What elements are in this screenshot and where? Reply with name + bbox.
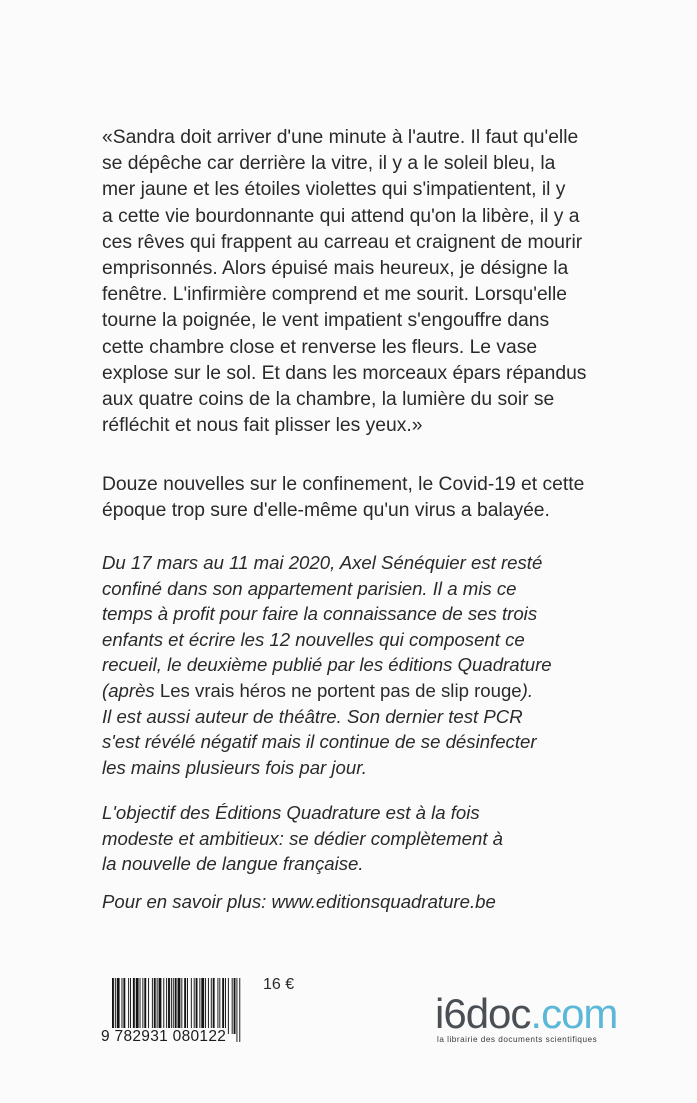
barcode-bar [173, 978, 174, 1034]
mission-line: la nouvelle de langue française. [102, 853, 364, 875]
barcode-bar [133, 978, 135, 1034]
barcode-bar [159, 978, 162, 1034]
barcode-bar [201, 978, 204, 1034]
barcode-bar [148, 978, 149, 1034]
bio-line: enfants et écrire les 12 nouvelles qui composent ce [102, 628, 525, 650]
quote-line: aux quatre coins de la chambre, la lumière du soir se [102, 389, 555, 411]
bio-line: les mains plusieurs fois par jour. [102, 756, 367, 778]
quote-line: emprisonnés. Alors épuisé mais heureux, je désigne la [102, 258, 569, 280]
bio-line: confiné dans son appartement parisien. Il a mis ce [102, 577, 517, 599]
quote-line: réfléchit et nous fait plisser les yeux.» [102, 415, 423, 437]
quote-line: explose sur le sol. Et dans les morceaux épars répandus [102, 362, 587, 384]
barcode-bar [166, 978, 167, 1034]
quote-line: tourne la poignée, le vent impatient s'engouffre dans [102, 310, 550, 332]
bio-line: s'est révélé négatif mais il continue de se désinfecter [102, 731, 537, 753]
barcode-bar [211, 978, 212, 1034]
barcode-bar [171, 978, 172, 1034]
barcode-bar [144, 978, 146, 1034]
quote-line: ces rêves qui frappent au carreau et craignent de mourir [102, 231, 583, 253]
bio-line: recueil, le deuxième publié par les éditions Quadrature [102, 654, 552, 676]
back-cover-quote [102, 125, 587, 439]
barcode-bar [208, 978, 209, 1034]
publisher-mission [102, 800, 572, 877]
price: 16 € [263, 976, 295, 993]
bio-text: (après [102, 679, 160, 701]
barcode-bar [219, 978, 220, 1034]
quote-line: se dépêche car derrière la vitre, il y a le soleil bleu, la [102, 153, 556, 175]
svg-text:i6doc.com [435, 990, 617, 1037]
logo-wordmark [435, 990, 618, 1037]
bio-line: Il est aussi auteur de théâtre. Son dernier test PCR [102, 705, 523, 727]
barcode-bar [225, 978, 226, 1034]
barcode-bar [196, 978, 198, 1034]
barcode-bar [236, 978, 237, 1042]
barcode-bar [184, 978, 186, 1034]
barcode-bar [163, 978, 164, 1034]
quote-line: fenêtre. L'infirmière comprend et me sourit. Lorsqu'elle [102, 284, 567, 306]
tagline-line: époque trop sure d'elle-même qu'un virus a balayée. [102, 500, 550, 522]
barcode-bar [194, 978, 195, 1034]
barcode-bar [191, 978, 192, 1034]
quote-line: «Sandra doit arriver d'une minute à l'autre. Il faut qu'elle [102, 127, 579, 148]
barcode-bar [239, 978, 240, 1042]
isbn-number: 9 782931 080122 [101, 1028, 227, 1045]
barcode-bar [136, 978, 139, 1034]
barcode-bar [157, 978, 158, 1034]
barcode-bar [152, 978, 153, 1034]
quote-line: a cette vie bourdonnante qui attend qu'on la libère, il y a [102, 205, 580, 227]
bio-line: temps à profit pour faire la connaissance de ses trois [102, 603, 538, 625]
publisher-website [102, 889, 572, 915]
barcode-bar [187, 978, 188, 1034]
bio-line-with-title [102, 678, 572, 704]
author-bio [102, 550, 572, 780]
barcode-bar [205, 978, 206, 1034]
barcode-bar [154, 978, 156, 1034]
barcode-bar [228, 978, 229, 1034]
barcode-bar [213, 978, 215, 1034]
barcode-bar [122, 978, 123, 1034]
barcode-bar [217, 978, 218, 1034]
bio-line: Du 17 mars au 11 mai 2020, Axel Sénéquier est resté [102, 552, 543, 573]
mission-line: modeste et ambitieux: se dédier complètement à [102, 827, 504, 849]
barcode-bar [130, 978, 131, 1034]
barcode-bar [222, 978, 224, 1034]
barcode-bar [232, 978, 233, 1034]
barcode-bar [140, 978, 141, 1034]
barcode-bar [199, 978, 200, 1034]
tagline-line: Douze nouvelles sur le confinement, le Covid-19 et cette [102, 474, 585, 495]
barcode-bar [117, 978, 120, 1034]
logo-tagline: la librairie des documents scientifiques [437, 1035, 598, 1044]
bio-text: ). [521, 679, 533, 701]
previous-book-title: Les vrais héros ne portent pas de slip rouge [159, 679, 522, 701]
barcode-bar [142, 978, 143, 1034]
barcode-bar [123, 978, 125, 1034]
mission-line: L'objectif des Éditions Quadrature est à la fois [102, 802, 480, 823]
logo-part-i6doc: i6doc [435, 990, 531, 1037]
barcode-bar [128, 978, 129, 1034]
logo-part-com: .com [530, 990, 618, 1037]
book-tagline [102, 472, 585, 524]
quote-line: mer jaune et les étoiles violettes qui s'impatientent, il y [102, 179, 566, 201]
quote-line: cette chambre close et renverse les fleurs. Le vase [102, 336, 538, 358]
website-text: Pour en savoir plus: www.editionsquadrature.be [102, 891, 496, 912]
barcode-bar [234, 978, 236, 1034]
barcode-bar [168, 978, 170, 1034]
